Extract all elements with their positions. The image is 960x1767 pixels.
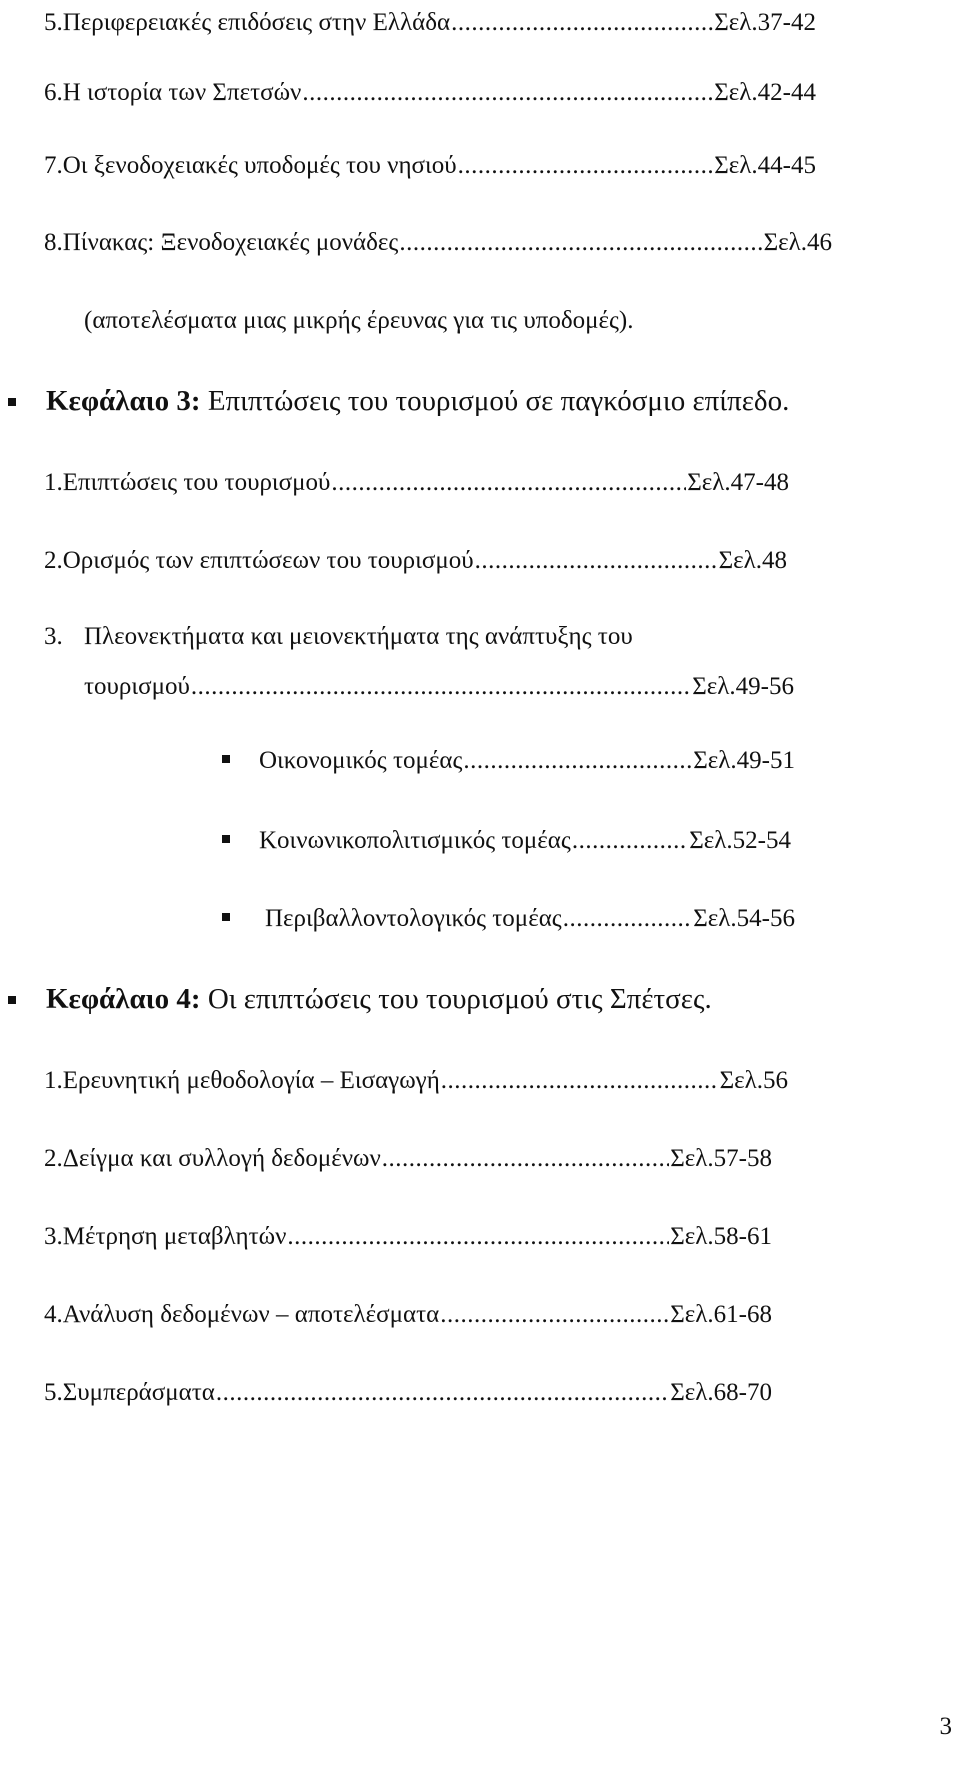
toc-entry [0, 1214, 960, 1260]
toc-entry-continuation [0, 298, 960, 344]
toc-entry [0, 1058, 960, 1104]
entry-page: Σελ.56 [719, 1067, 788, 1094]
entry-title: Συμπεράσματα [62, 1379, 215, 1406]
page-number: 3 [939, 1713, 952, 1740]
toc-subentry [0, 738, 960, 784]
dot-leader [475, 538, 718, 584]
entry-title: Κοινωνικοπολιτισμικός τομέας [259, 827, 571, 854]
entry-page: Σελ.49-56 [692, 673, 794, 700]
chapter-heading [0, 378, 960, 424]
entry-page: Σελ.61-68 [670, 1301, 772, 1328]
dot-leader [440, 1292, 669, 1338]
dot-leader [331, 460, 686, 506]
toc-entry [0, 0, 960, 46]
entry-page: Σελ.48 [718, 547, 787, 574]
dot-leader [191, 664, 691, 710]
toc-entry [0, 1370, 960, 1416]
dot-leader [572, 818, 688, 864]
entry-number: 5. [44, 1379, 63, 1406]
entry-title: Επιπτώσεις του τουρισμού [62, 469, 331, 496]
entry-title: Η ιστορία των Σπετσών [62, 79, 302, 106]
entry-number: 1. [44, 1067, 63, 1094]
chapter-title: Οι επιπτώσεις του τουρισμού στις Σπέτσες. [200, 983, 712, 1015]
toc-entry [0, 70, 960, 116]
entry-title: Ορισμός των επιπτώσεων του τουρισμού [62, 547, 474, 574]
toc-entry [0, 220, 960, 266]
entry-number: 3. [44, 1223, 63, 1250]
toc-entry [0, 538, 960, 584]
bullet-icon [8, 996, 16, 1004]
entry-page: Σελ.57-58 [670, 1145, 772, 1172]
entry-number: 4. [44, 1301, 63, 1328]
dot-leader [287, 1214, 669, 1260]
dot-leader [216, 1370, 669, 1416]
dot-leader [451, 0, 713, 46]
entry-page: Σελ.58-61 [670, 1223, 772, 1250]
entry-title: Ερευνητική μεθοδολογία – Εισαγωγή [62, 1067, 440, 1094]
entry-number: 2. [44, 547, 63, 574]
toc-subentry [0, 896, 960, 942]
chapter-title: Επιπτώσεις του τουρισμού σε παγκόσμιο επίπεδο. [200, 385, 790, 417]
entry-page: Σελ.42-44 [714, 79, 816, 106]
dot-leader [382, 1136, 669, 1182]
dot-leader [458, 143, 714, 189]
entry-title: (αποτελέσματα μιας μικρής έρευνας για τις υποδομές). [84, 307, 634, 334]
entry-title: Πίνακας: Ξενοδοχειακές μονάδες [62, 229, 399, 256]
entry-title: Οι ξενοδοχειακές υποδομές του νησιού [62, 152, 457, 179]
entry-title: τουρισμού [84, 673, 190, 700]
dot-leader [441, 1058, 719, 1104]
entry-title: Οικονομικός τομέας [259, 747, 463, 774]
chapter-heading [0, 976, 960, 1022]
toc-entry [0, 1136, 960, 1182]
entry-number: 6. [44, 79, 63, 106]
entry-number: 5. [44, 9, 63, 36]
entry-title: Ανάλυση δεδομένων – αποτελέσματα [62, 1301, 440, 1328]
entry-title: Πλεονεκτήματα και μειονεκτήματα της ανάπτυξης του [84, 623, 633, 650]
entry-page: Σελ.54-56 [693, 905, 795, 932]
entry-page: Σελ.49-51 [693, 747, 795, 774]
chapter-label: Κεφάλαιο 3: [46, 385, 201, 417]
dot-leader [302, 70, 713, 116]
entry-number: 3. [44, 623, 63, 650]
toc-entry [0, 143, 960, 189]
entry-page: Σελ.52-54 [689, 827, 791, 854]
toc-entry-continuation [0, 664, 960, 710]
entry-number: 2. [44, 1145, 63, 1172]
bullet-icon [222, 913, 230, 921]
toc-entry [0, 1292, 960, 1338]
entry-title: Περιβαλλοντολογικός τομέας [265, 905, 562, 932]
bullet-icon [222, 755, 230, 763]
entry-page: Σελ.37-42 [714, 9, 816, 36]
entry-number: 8. [44, 229, 63, 256]
bullet-icon [8, 398, 16, 406]
toc-entry [0, 614, 960, 660]
entry-title: Μέτρηση μεταβλητών [62, 1223, 287, 1250]
entry-title: Περιφερειακές επιδόσεις στην Ελλάδα [62, 9, 451, 36]
bullet-icon [222, 835, 230, 843]
entry-number: 7. [44, 152, 63, 179]
dot-leader [463, 738, 692, 784]
entry-page: Σελ.68-70 [670, 1379, 772, 1406]
entry-page: Σελ.44-45 [714, 152, 816, 179]
entry-number: 1. [44, 469, 63, 496]
toc-entry [0, 460, 960, 506]
entry-title: Δείγμα και συλλογή δεδομένων [62, 1145, 381, 1172]
entry-page: Σελ.47-48 [687, 469, 789, 496]
entry-page: Σελ.46 [763, 229, 832, 256]
dot-leader [399, 220, 762, 266]
chapter-label: Κεφάλαιο 4: [46, 983, 201, 1015]
toc-subentry [0, 818, 960, 864]
dot-leader [563, 896, 693, 942]
